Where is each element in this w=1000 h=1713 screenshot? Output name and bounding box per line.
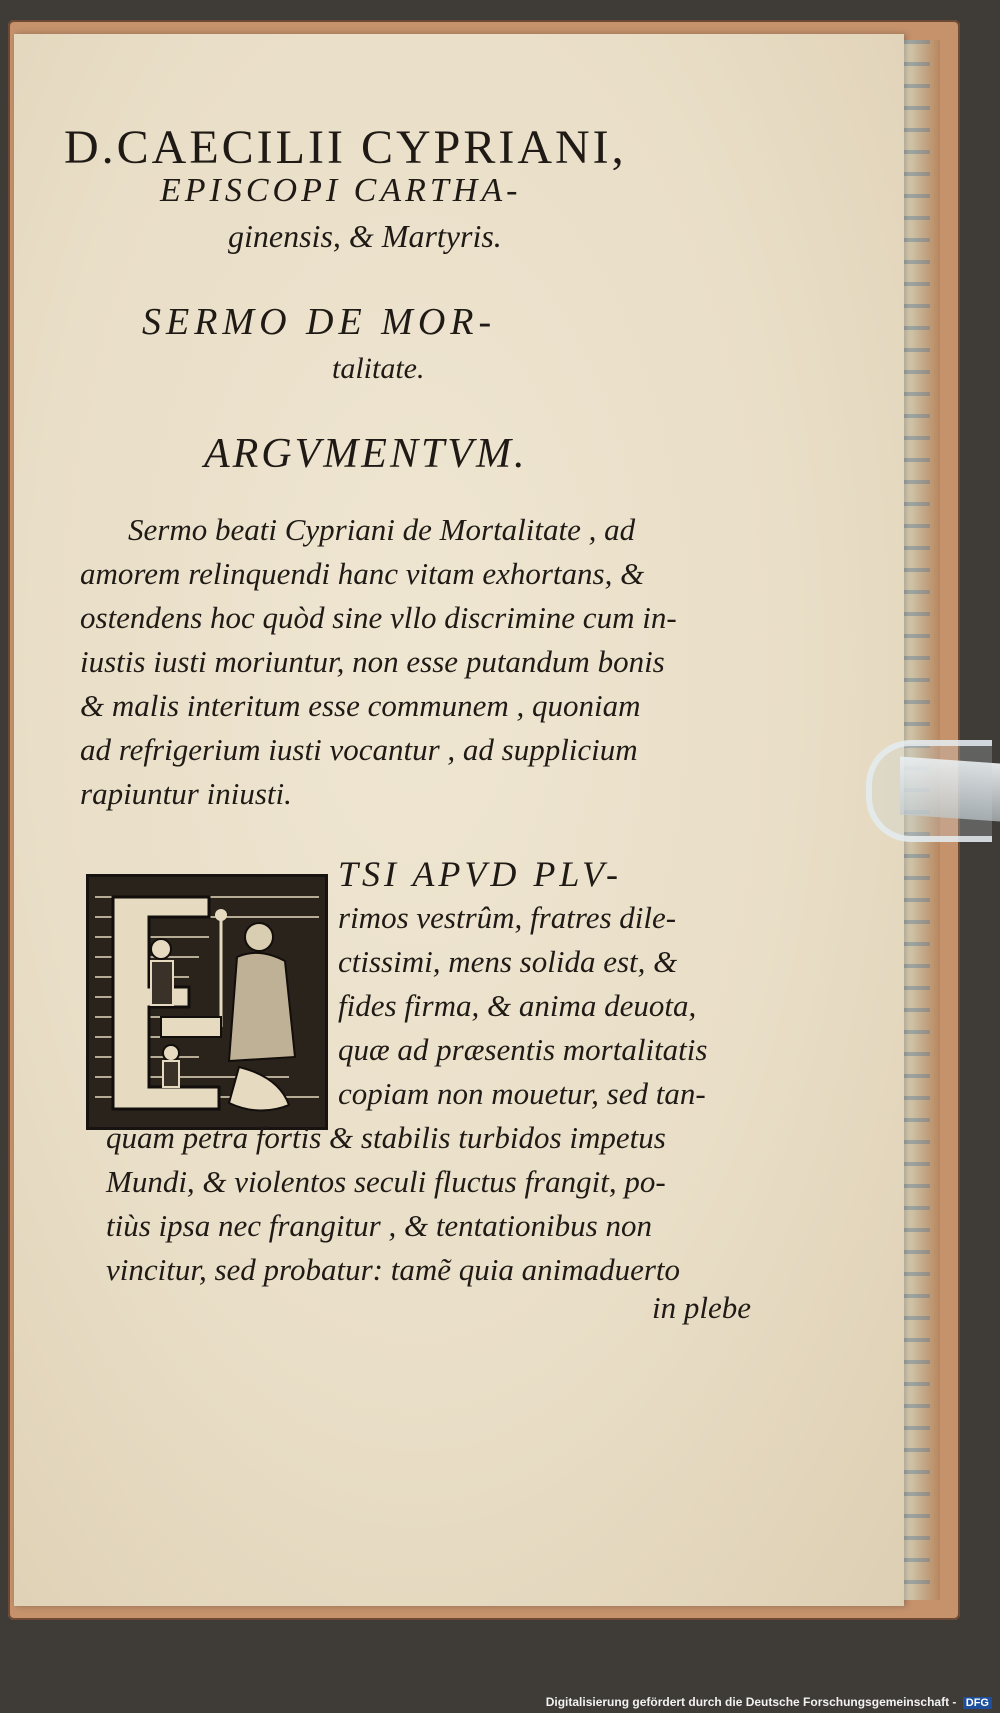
woodcut-initial-letter [86,874,328,1130]
body-line: ctissimi, mens solida est, & [338,944,678,979]
body-line: Mundi, & violentos seculi fluctus frangit, po- [106,1164,666,1199]
glass-clip [866,740,992,842]
argumentum-line: iustis iusti moriuntur, non esse putandum bonis [80,644,665,679]
body-line: fides firma, & anima deuota, [338,988,697,1023]
argumentum-line: rapiuntur iniusti. [80,776,292,811]
catchword: in plebe [652,1290,751,1325]
argumentum-line: amorem relinquendi hanc vitam exhortans, & [80,556,645,591]
dfg-logo-badge: DFG [963,1697,992,1709]
sermo-heading-line-2: talitate. [332,352,425,385]
argumentum-line: & malis interitum esse communem , quoniam [80,688,641,723]
body-line: copiam non mouetur, sed tan- [338,1076,706,1111]
digitization-credit [546,1695,992,1709]
body-text-beside-initial [338,852,778,1116]
argumentum-line: ostendens hoc quòd sine vllo discrimine cum in- [80,600,677,635]
body-line: TSI APVD PLV- [338,854,622,894]
title-line-1: D.CAECILII CYPRIANI, [64,121,627,174]
argumentum-paragraph [80,508,760,816]
book-page [14,34,904,1606]
argumentum-line: ad refrigerium iusti vocantur , ad supplicium [80,732,638,767]
argumentum-line: Sermo beati Cypriani de Mortalitate , ad [128,512,636,547]
body-line: quam petra fortis & stabilis turbidos impetus [106,1120,666,1155]
title-line-2: EPISCOPI CARTHA- [160,172,522,209]
title-line-3: ginensis, & Martyris. [228,218,502,254]
argumentum-heading: ARGVMENTVM. [204,431,528,477]
body-line: quæ ad præsentis mortalitatis [338,1032,708,1067]
body-text-full-width [106,1116,786,1292]
credit-text: Digitalisierung gefördert durch die Deutsche Forschungsgemeinschaft - [545,1695,957,1709]
body-line: vincitur, sed probatur: tamẽ quia animaduerto [106,1252,681,1287]
body-line: tiùs ipsa nec frangitur , & tentationibus non [106,1208,652,1243]
body-line: rimos vestrûm, fratres dile- [338,900,677,935]
sermo-heading-line-1: SERMO DE MOR- [142,301,497,343]
woodcut-illustration [89,877,325,1127]
